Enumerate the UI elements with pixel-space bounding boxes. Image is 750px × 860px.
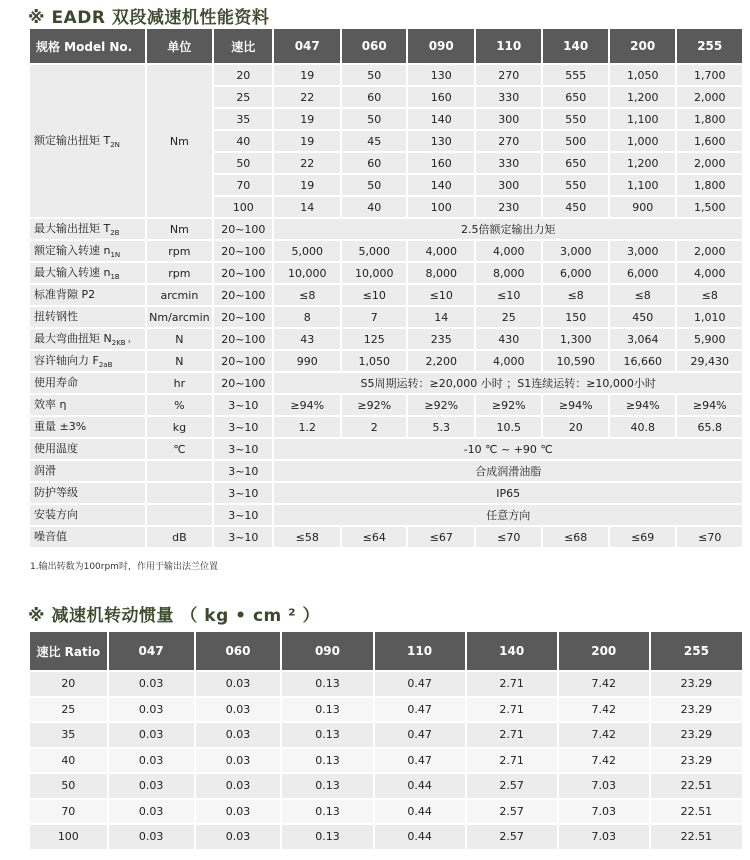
- column-header: 110: [375, 632, 465, 670]
- value-cell: ≤67: [408, 527, 474, 547]
- value-cell: 16,660: [610, 351, 676, 371]
- column-header: 255: [677, 29, 742, 63]
- value-cell: 4,000: [408, 241, 474, 261]
- value-cell: ≤69: [610, 527, 676, 547]
- value-cell: ≤10: [408, 285, 474, 305]
- table-row: [30, 417, 742, 437]
- ratio-cell: 3~10: [214, 505, 272, 525]
- value-cell: 990: [274, 351, 340, 371]
- row-label: [30, 395, 145, 415]
- value-cell: 7.42: [559, 723, 649, 747]
- ratio-cell: 35: [30, 723, 107, 747]
- value-cell: 450: [543, 197, 607, 217]
- value-cell: 0.03: [109, 774, 194, 798]
- column-header: 200: [559, 632, 649, 670]
- unit-cell: N: [147, 329, 213, 349]
- merged-value-cell: S5周期运转：≥20,000 小时 ；S1连续运转：≥10,000小时: [274, 373, 742, 393]
- value-cell: 7.03: [559, 825, 649, 849]
- value-cell: 0.13: [282, 800, 372, 824]
- value-cell: 22.51: [651, 800, 742, 824]
- row-label-text: 防护等级: [34, 486, 78, 500]
- value-cell: 1,200: [610, 153, 676, 173]
- row-label: [30, 307, 145, 327]
- table-row: [30, 285, 742, 305]
- value-cell: 0.44: [375, 800, 465, 824]
- value-cell: 60: [342, 153, 406, 173]
- value-cell: ≥94%: [274, 395, 340, 415]
- value-cell: 1,100: [610, 175, 676, 195]
- value-cell: ≥94%: [610, 395, 676, 415]
- value-cell: 160: [408, 153, 474, 173]
- table-row: [30, 698, 742, 722]
- value-cell: 550: [543, 175, 607, 195]
- value-cell: 0.03: [196, 723, 281, 747]
- value-cell: 140: [408, 109, 474, 129]
- value-cell: 0.13: [282, 825, 372, 849]
- value-cell: 50: [342, 109, 406, 129]
- value-cell: 10,590: [543, 351, 607, 371]
- value-cell: 3,000: [610, 241, 676, 261]
- value-cell: 0.47: [375, 672, 465, 696]
- row-label-text: 使用温度: [34, 442, 78, 456]
- ratio-cell: 70: [214, 175, 272, 195]
- table-row: [30, 307, 742, 327]
- value-cell: 7.42: [559, 698, 649, 722]
- value-cell: 2.71: [467, 672, 557, 696]
- ratio-cell: 20~100: [214, 241, 272, 261]
- value-cell: 23.29: [651, 749, 742, 773]
- row-label-text: 容许轴向力 F: [34, 354, 99, 368]
- unit-cell: [147, 505, 213, 525]
- value-cell: 1,050: [342, 351, 406, 371]
- table-row: [30, 263, 742, 283]
- value-cell: ≤70: [677, 527, 742, 547]
- value-cell: 14: [274, 197, 340, 217]
- row-label: [30, 373, 145, 393]
- value-cell: 550: [543, 109, 607, 129]
- value-cell: 7: [342, 307, 406, 327]
- value-cell: 25: [476, 307, 542, 327]
- value-cell: 1,600: [677, 131, 742, 151]
- table-row: [30, 65, 742, 85]
- unit-cell: arcmin: [147, 285, 213, 305]
- ratio-cell: 3~10: [214, 395, 272, 415]
- row-label-subscript: 1N: [110, 251, 121, 260]
- value-cell: ≤10: [476, 285, 542, 305]
- value-cell: 1.2: [274, 417, 340, 437]
- unit-cell: rpm: [147, 241, 213, 261]
- ratio-cell: 100: [30, 825, 107, 849]
- row-label-text: 安装方向: [34, 508, 78, 522]
- value-cell: 0.13: [282, 698, 372, 722]
- value-cell: 14: [408, 307, 474, 327]
- table-row: [30, 439, 742, 459]
- unit-cell: [147, 483, 213, 503]
- value-cell: 5,000: [342, 241, 406, 261]
- row-label-text: 润滑: [34, 464, 56, 478]
- value-cell: 1,700: [677, 65, 742, 85]
- column-header: 单位: [147, 29, 213, 63]
- value-cell: 1,050: [610, 65, 676, 85]
- value-cell: ≤8: [543, 285, 607, 305]
- value-cell: 0.47: [375, 723, 465, 747]
- table-row: [30, 241, 742, 261]
- value-cell: 2,000: [677, 153, 742, 173]
- row-label: [30, 417, 145, 437]
- value-cell: ≤8: [677, 285, 742, 305]
- ratio-cell: 3~10: [214, 483, 272, 503]
- value-cell: 19: [274, 65, 340, 85]
- value-cell: 1,800: [677, 109, 742, 129]
- value-cell: ≤70: [476, 527, 542, 547]
- row-label-subscript: 2aB: [98, 361, 113, 370]
- value-cell: 130: [408, 131, 474, 151]
- column-header: 速比 Ratio: [30, 632, 107, 670]
- unit-cell: ℃: [147, 439, 213, 459]
- table-row: [30, 351, 742, 371]
- column-header: 200: [610, 29, 676, 63]
- table-row: [30, 483, 742, 503]
- row-label-subscript: 1B: [110, 273, 120, 282]
- value-cell: 5.3: [408, 417, 474, 437]
- unit-cell: N: [147, 351, 213, 371]
- unit-cell: %: [147, 395, 213, 415]
- value-cell: 150: [543, 307, 607, 327]
- row-label-text: 额定输出扭矩 T: [34, 134, 111, 148]
- value-cell: 900: [610, 197, 676, 217]
- value-cell: 2.71: [467, 723, 557, 747]
- value-cell: 0.13: [282, 774, 372, 798]
- value-cell: 45: [342, 131, 406, 151]
- value-cell: 8,000: [408, 263, 474, 283]
- ratio-cell: 20~100: [214, 307, 272, 327]
- value-cell: 1,000: [610, 131, 676, 151]
- table-row: [30, 774, 742, 798]
- value-cell: 140: [408, 175, 474, 195]
- value-cell: 650: [543, 153, 607, 173]
- value-cell: 0.03: [109, 672, 194, 696]
- value-cell: 7.03: [559, 800, 649, 824]
- value-cell: 4,000: [476, 241, 542, 261]
- value-cell: 0.03: [196, 825, 281, 849]
- ratio-cell: 50: [30, 774, 107, 798]
- value-cell: 40: [342, 197, 406, 217]
- value-cell: 300: [476, 109, 542, 129]
- value-cell: 3,000: [543, 241, 607, 261]
- column-header: 090: [408, 29, 474, 63]
- value-cell: ≤68: [543, 527, 607, 547]
- performance-table: [28, 27, 744, 549]
- row-label: [30, 461, 145, 481]
- value-cell: 0.13: [282, 723, 372, 747]
- column-header: 140: [543, 29, 607, 63]
- value-cell: 7.03: [559, 774, 649, 798]
- value-cell: 300: [476, 175, 542, 195]
- row-label-text: 效率 η: [34, 398, 67, 412]
- row-label-text: 最大输出扭矩 T: [34, 222, 111, 236]
- ratio-cell: 20: [30, 672, 107, 696]
- ratio-cell: 70: [30, 800, 107, 824]
- value-cell: 23.29: [651, 672, 742, 696]
- row-label: [30, 483, 145, 503]
- value-cell: 10,000: [342, 263, 406, 283]
- column-header: 090: [282, 632, 372, 670]
- value-cell: ≥94%: [677, 395, 742, 415]
- value-cell: 2.71: [467, 749, 557, 773]
- value-cell: ≥92%: [408, 395, 474, 415]
- value-cell: 270: [476, 65, 542, 85]
- column-header: 110: [476, 29, 542, 63]
- value-cell: ≥92%: [342, 395, 406, 415]
- value-cell: 4,000: [476, 351, 542, 371]
- ratio-cell: 20~100: [214, 219, 272, 239]
- row-label-text: 重量 ±3%: [34, 420, 87, 434]
- value-cell: 0.47: [375, 749, 465, 773]
- value-cell: 43: [274, 329, 340, 349]
- row-label: [30, 505, 145, 525]
- row-label-text: 最大输入转速 n: [34, 266, 111, 280]
- value-cell: 0.44: [375, 825, 465, 849]
- value-cell: 270: [476, 131, 542, 151]
- column-header: 047: [109, 632, 194, 670]
- value-cell: 8,000: [476, 263, 542, 283]
- value-cell: 230: [476, 197, 542, 217]
- value-cell: 2.57: [467, 774, 557, 798]
- row-label-text: 标准背隙 P2: [34, 288, 96, 302]
- value-cell: 22: [274, 153, 340, 173]
- value-cell: 555: [543, 65, 607, 85]
- table-header-row: [30, 29, 742, 63]
- value-cell: 19: [274, 175, 340, 195]
- row-label-subscript: 2N: [110, 141, 120, 150]
- value-cell: 235: [408, 329, 474, 349]
- table-row: [30, 672, 742, 696]
- unit-cell: dB: [147, 527, 213, 547]
- row-label-text: 使用寿命: [34, 376, 78, 390]
- value-cell: 65.8: [677, 417, 742, 437]
- table-row: [30, 461, 742, 481]
- value-cell: 3,064: [610, 329, 676, 349]
- value-cell: 1,200: [610, 87, 676, 107]
- ratio-cell: 35: [214, 109, 272, 129]
- column-header: 规格 Model No.: [30, 29, 145, 63]
- value-cell: 160: [408, 87, 474, 107]
- value-cell: 100: [408, 197, 474, 217]
- row-label: [30, 263, 145, 283]
- value-cell: 130: [408, 65, 474, 85]
- ratio-cell: 25: [30, 698, 107, 722]
- column-header: 140: [467, 632, 557, 670]
- table-row: [30, 800, 742, 824]
- column-header: 060: [196, 632, 281, 670]
- value-cell: 2,000: [677, 241, 742, 261]
- ratio-cell: 20: [214, 65, 272, 85]
- ratio-cell: 50: [214, 153, 272, 173]
- unit-cell: hr: [147, 373, 213, 393]
- unit-cell: rpm: [147, 263, 213, 283]
- value-cell: 10.5: [476, 417, 542, 437]
- value-cell: 450: [610, 307, 676, 327]
- value-cell: ≤8: [274, 285, 340, 305]
- value-cell: 2.71: [467, 698, 557, 722]
- row-label-subscript: 2B: [110, 229, 120, 238]
- value-cell: 7.42: [559, 749, 649, 773]
- ratio-cell: 40: [30, 749, 107, 773]
- ratio-cell: 20~100: [214, 263, 272, 283]
- row-label-text: 额定输入转速 n: [34, 244, 111, 258]
- row-label-subscript: 2KB ¹: [111, 339, 131, 348]
- value-cell: 20: [543, 417, 607, 437]
- value-cell: 1,300: [543, 329, 607, 349]
- value-cell: 0.03: [109, 698, 194, 722]
- merged-value-cell: IP65: [274, 483, 742, 503]
- table-row: [30, 723, 742, 747]
- row-label: [30, 527, 145, 547]
- value-cell: 2,000: [677, 87, 742, 107]
- value-cell: 10,000: [274, 263, 340, 283]
- section-1-title: ※ EADR 双段减速机性能资料: [28, 8, 270, 28]
- value-cell: 0.03: [196, 774, 281, 798]
- value-cell: 0.03: [196, 672, 281, 696]
- unit-cell: Nm/arcmin: [147, 307, 213, 327]
- value-cell: 50: [342, 175, 406, 195]
- ratio-cell: 3~10: [214, 439, 272, 459]
- value-cell: 0.03: [109, 800, 194, 824]
- value-cell: 4,000: [677, 263, 742, 283]
- value-cell: 0.44: [375, 774, 465, 798]
- unit-cell: kg: [147, 417, 213, 437]
- value-cell: 0.03: [196, 800, 281, 824]
- table-row: [30, 749, 742, 773]
- column-header: 255: [651, 632, 742, 670]
- value-cell: 2.57: [467, 800, 557, 824]
- ratio-cell: 25: [214, 87, 272, 107]
- value-cell: 0.03: [109, 749, 194, 773]
- merged-value-cell: -10 ℃ ~ +90 ℃: [274, 439, 742, 459]
- table-row: [30, 329, 742, 349]
- value-cell: 0.13: [282, 749, 372, 773]
- value-cell: 0.03: [196, 749, 281, 773]
- row-label: [30, 219, 145, 239]
- value-cell: 500: [543, 131, 607, 151]
- value-cell: ≤64: [342, 527, 406, 547]
- value-cell: 29,430: [677, 351, 742, 371]
- value-cell: 2: [342, 417, 406, 437]
- ratio-cell: 100: [214, 197, 272, 217]
- value-cell: 0.13: [282, 672, 372, 696]
- row-label-text: 噪音值: [34, 530, 67, 544]
- column-header: 060: [342, 29, 406, 63]
- value-cell: 22.51: [651, 774, 742, 798]
- ratio-cell: 20~100: [214, 373, 272, 393]
- row-label: [30, 439, 145, 459]
- value-cell: 19: [274, 131, 340, 151]
- merged-value-cell: 2.5倍额定输出力矩: [274, 219, 742, 239]
- value-cell: 23.29: [651, 698, 742, 722]
- value-cell: 60: [342, 87, 406, 107]
- value-cell: 8: [274, 307, 340, 327]
- row-label: [30, 329, 145, 349]
- ratio-cell: 40: [214, 131, 272, 151]
- row-label: [30, 65, 145, 217]
- value-cell: ≤10: [342, 285, 406, 305]
- row-label: [30, 241, 145, 261]
- ratio-cell: 20~100: [214, 329, 272, 349]
- value-cell: 23.29: [651, 723, 742, 747]
- value-cell: 19: [274, 109, 340, 129]
- value-cell: 50: [342, 65, 406, 85]
- value-cell: 0.47: [375, 698, 465, 722]
- value-cell: 330: [476, 87, 542, 107]
- value-cell: 2,200: [408, 351, 474, 371]
- value-cell: ≥94%: [543, 395, 607, 415]
- ratio-cell: 20~100: [214, 351, 272, 371]
- unit-cell: [147, 461, 213, 481]
- value-cell: 22.51: [651, 825, 742, 849]
- value-cell: 2.57: [467, 825, 557, 849]
- merged-value-cell: 任意方向: [274, 505, 742, 525]
- table-row: [30, 825, 742, 849]
- value-cell: 0.03: [109, 723, 194, 747]
- table-row: [30, 219, 742, 239]
- value-cell: ≤58: [274, 527, 340, 547]
- merged-value-cell: 合成润滑油脂: [274, 461, 742, 481]
- table-row: [30, 505, 742, 525]
- table-row: [30, 373, 742, 393]
- value-cell: 1,010: [677, 307, 742, 327]
- column-header: 速比: [214, 29, 272, 63]
- value-cell: 650: [543, 87, 607, 107]
- value-cell: 40.8: [610, 417, 676, 437]
- value-cell: 22: [274, 87, 340, 107]
- value-cell: 1,100: [610, 109, 676, 129]
- inertia-table: [28, 630, 744, 851]
- value-cell: 1,500: [677, 197, 742, 217]
- column-header: 047: [274, 29, 340, 63]
- table-row: [30, 395, 742, 415]
- row-label: [30, 351, 145, 371]
- value-cell: 5,900: [677, 329, 742, 349]
- value-cell: ≥92%: [476, 395, 542, 415]
- unit-cell: Nm: [147, 219, 213, 239]
- ratio-cell: 3~10: [214, 461, 272, 481]
- value-cell: 6,000: [543, 263, 607, 283]
- value-cell: 7.42: [559, 672, 649, 696]
- ratio-cell: 20~100: [214, 285, 272, 305]
- value-cell: 6,000: [610, 263, 676, 283]
- value-cell: 0.03: [196, 698, 281, 722]
- value-cell: ≤8: [610, 285, 676, 305]
- value-cell: 330: [476, 153, 542, 173]
- section-2-title: ※ 减速机转动惯量 （ kg • cm ² ）: [28, 606, 321, 626]
- table-row: [30, 527, 742, 547]
- row-label-text: 扭转钢性: [34, 310, 78, 324]
- value-cell: 1,800: [677, 175, 742, 195]
- ratio-cell: 3~10: [214, 417, 272, 437]
- row-label-text: 最大弯曲扭矩 N: [34, 332, 112, 346]
- value-cell: 125: [342, 329, 406, 349]
- value-cell: 5,000: [274, 241, 340, 261]
- value-cell: 430: [476, 329, 542, 349]
- ratio-cell: 3~10: [214, 527, 272, 547]
- footnote: 1.输出转数为100rpm时，作用于输出法兰位置: [30, 562, 218, 572]
- table-header-row: [30, 632, 742, 670]
- unit-cell: Nm: [147, 65, 213, 217]
- value-cell: 0.03: [109, 825, 194, 849]
- row-label: [30, 285, 145, 305]
